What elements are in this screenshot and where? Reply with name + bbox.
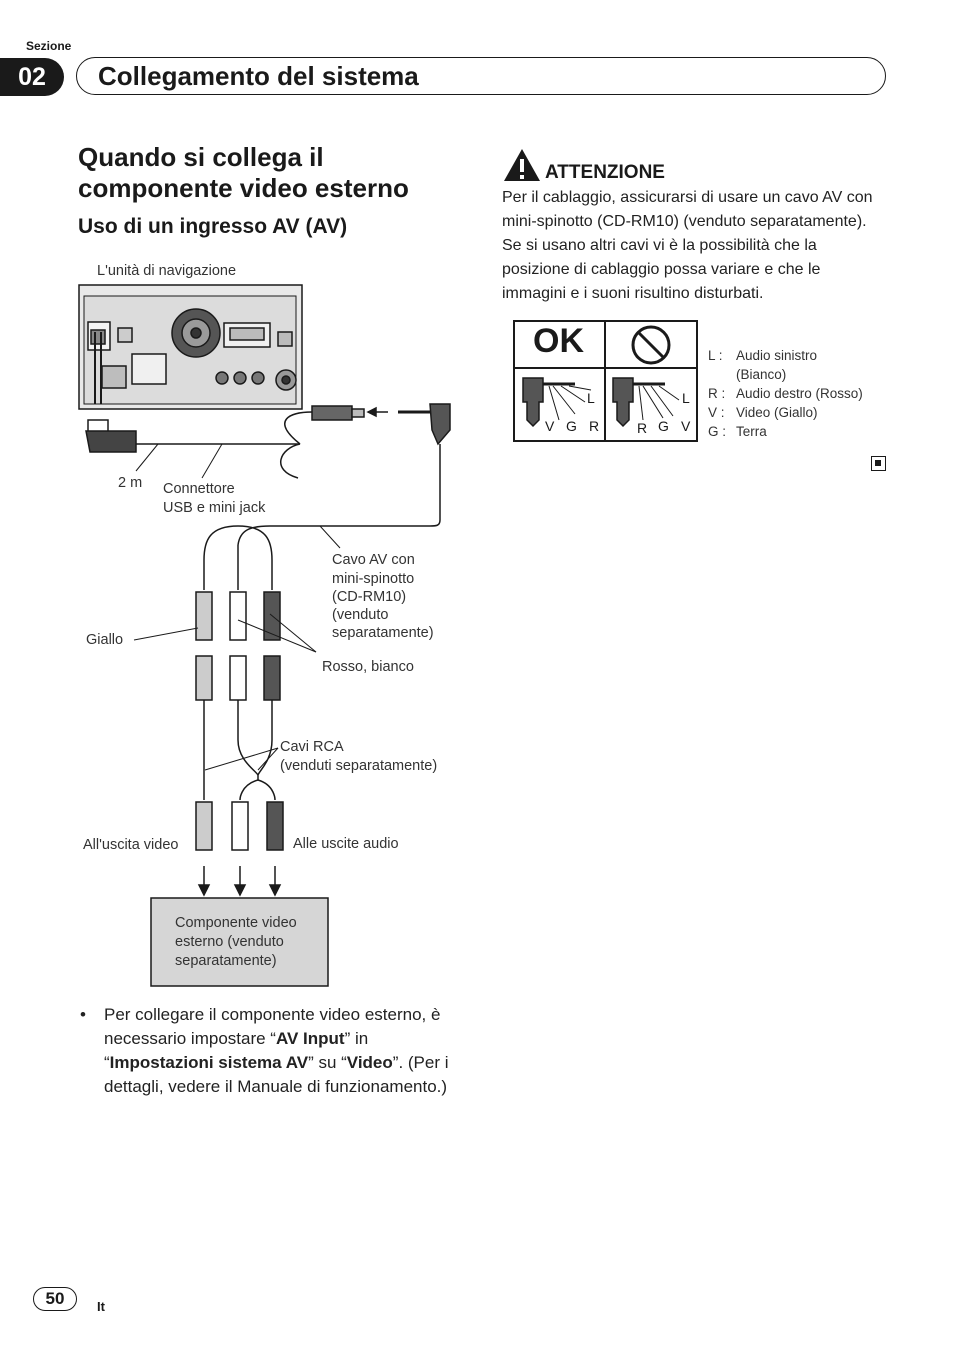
legend-value-l2: (Bianco) — [736, 367, 787, 382]
component-label-3: separatamente) — [175, 953, 277, 969]
red-white-label: Rosso, bianco — [322, 659, 414, 675]
prohibited-icon — [630, 324, 672, 366]
cable-length-label: 2 m — [118, 475, 143, 491]
ng-plug-g: G — [658, 418, 669, 434]
legend-value-l: Audio sinistro — [736, 348, 818, 363]
setup-note: • Per collegare il componente video esterno, è necessario impostare “AV Input” in “Impostazioni sistema AV” su “Video”. (Per i dettagli, vedere il Manuale di funzionamento.) — [80, 1005, 449, 1096]
yellow-label: Giallo — [86, 632, 124, 648]
video-output-label: All'uscita video — [83, 837, 179, 853]
language-code: It — [97, 1299, 105, 1314]
warning-icon — [503, 148, 541, 182]
legend-key-v: V : — [708, 405, 725, 420]
ng-plug-v: V — [681, 418, 691, 434]
ng-plug-r: R — [637, 420, 648, 436]
ng-plug-l: L — [682, 390, 690, 406]
av-cable-label-2: mini-spinotto — [332, 571, 415, 587]
component-label-2: esterno (venduto — [175, 934, 284, 950]
ok-plug-g: G — [566, 418, 577, 434]
av-cable-label-3: (CD-RM10) — [332, 589, 407, 605]
av-cable-label-5: separatamente) — [332, 625, 434, 641]
av-cable-label-4: (venduto — [332, 607, 389, 623]
navigation-unit-label: L'unità di navigazione — [97, 263, 237, 279]
end-mark-icon — [871, 456, 886, 471]
legend-value-r: Audio destro (Rosso) — [736, 386, 863, 401]
caution-body: Per il cablaggio, assicurarsi di usare un cavo AV con mini-spinotto (CD-RM10) (venduto separatamente). Se si usano altri cavi vi è la possibilità che la posizione di cablaggio possa variare e che le immagini e i suoni risultino disturbati. — [502, 189, 873, 302]
usb-connector-label-1: Connettore — [163, 481, 235, 497]
bullet-icon: • — [80, 1005, 86, 1024]
section-title: Collegamento del sistema — [98, 61, 419, 91]
component-label-1: Componente video — [175, 915, 297, 931]
section-label: Sezione — [26, 39, 72, 53]
av-cable-label-1: Cavo AV con — [332, 552, 415, 568]
legend-key-g: G : — [708, 424, 727, 439]
ok-plug-r: R — [589, 418, 600, 434]
ok-label: OK — [533, 322, 584, 360]
audio-outputs-label: Alle uscite audio — [293, 836, 399, 852]
page-title: Quando si collega il componente video esterno — [78, 142, 409, 203]
rca-cable-label-1: Cavi RCA — [280, 739, 344, 755]
page-subtitle: Uso di un ingresso AV (AV) — [78, 215, 348, 238]
ok-plug-l: L — [587, 390, 595, 406]
legend-value-v: Video (Giallo) — [736, 405, 818, 420]
caution-title: ATTENZIONE — [545, 162, 665, 183]
legend-key-r: R : — [708, 386, 726, 401]
ok-plug-v: V — [545, 418, 555, 434]
page-number: 50 — [33, 1287, 77, 1311]
rca-cable-label-2: (venduti separatamente) — [280, 758, 438, 774]
usb-connector-label-2: USB e mini jack — [163, 500, 266, 516]
section-number-badge: 02 — [0, 58, 64, 96]
legend-key-l: L : — [708, 348, 723, 363]
legend-value-g: Terra — [736, 424, 767, 439]
